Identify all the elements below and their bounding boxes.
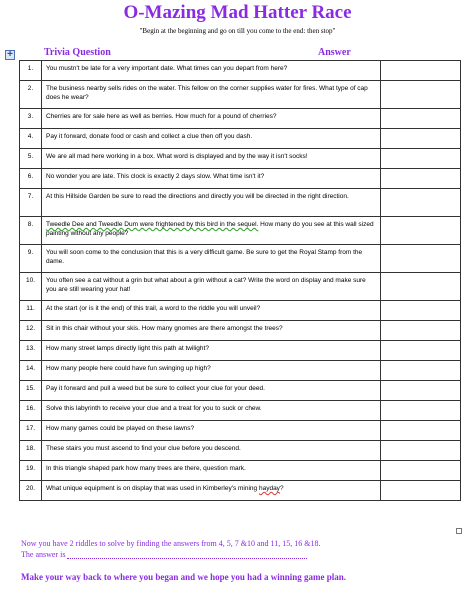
riddle-answer-blank[interactable] — [67, 550, 307, 559]
question-text-part: What unique equipment is on display that was used in Kimberley's mining — [46, 485, 259, 492]
question-text: The business nearby sells rides on the water. This fellow on the corner supplies water for fires. What type of cap does he wear? — [42, 81, 381, 109]
answer-cell[interactable] — [381, 81, 461, 109]
question-number: 7. — [20, 189, 42, 217]
table-row — [20, 301, 461, 321]
question-text-part: hayday — [258, 485, 280, 492]
question-text-part: ? — [279, 485, 284, 492]
answer-cell[interactable] — [381, 461, 461, 481]
question-text-part: Tweedle Dee and Tweedle Dum were frightened by this bird in the sequel. — [46, 221, 259, 228]
table-row — [20, 149, 461, 169]
table-row — [20, 361, 461, 381]
question-number: 2. — [20, 81, 42, 109]
question-text: These stairs you must ascend to find your clue before you descend. — [42, 441, 381, 461]
table-row — [20, 341, 461, 361]
riddle-answer-line — [21, 550, 307, 559]
question-number: 20. — [20, 481, 42, 501]
question-number: 18. — [20, 441, 42, 461]
question-text: You will soon come to the conclusion that this is a very difficult game. Be sure to get the Royal Stamp from the dame. — [42, 245, 381, 273]
question-text: No wonder you are late. This clock is exactly 2 days slow. What time isn't it? — [42, 169, 381, 189]
question-number: 14. — [20, 361, 42, 381]
answer-cell[interactable] — [381, 273, 461, 301]
question-number: 1. — [20, 61, 42, 81]
page-title: O-Mazing Mad Hatter Race — [123, 2, 352, 23]
question-number: 4. — [20, 129, 42, 149]
riddle-answer-label: The answer is — [21, 550, 66, 559]
question-number: 19. — [20, 461, 42, 481]
answer-cell[interactable] — [381, 301, 461, 321]
question-text: Pay it forward and pull a weed but be sure to collect your clue for your deed. — [42, 381, 381, 401]
question-text: How many people here could have fun swinging up high? — [42, 361, 381, 381]
question-number: 5. — [20, 149, 42, 169]
table-row — [20, 273, 461, 301]
table-row — [20, 321, 461, 341]
answer-cell[interactable] — [381, 481, 461, 501]
answer-cell[interactable] — [381, 129, 461, 149]
question-text: At the start (or is it the end) of this trail, a word to the riddle you will unveil? — [42, 301, 381, 321]
question-text: At this Hillside Garden be sure to read the directions and directly you will be directed in the right direction. — [42, 189, 381, 217]
question-text — [42, 217, 381, 245]
question-number: 17. — [20, 421, 42, 441]
table-row — [20, 169, 461, 189]
table-row — [20, 217, 461, 245]
table-move-handle-icon[interactable]: + — [5, 50, 15, 60]
table-row — [20, 381, 461, 401]
question-number: 8. — [20, 217, 42, 245]
table-row — [20, 421, 461, 441]
table-row — [20, 481, 461, 501]
question-number: 10. — [20, 273, 42, 301]
table-row — [20, 61, 461, 81]
table-resize-handle[interactable] — [456, 528, 462, 534]
closing-message: Make your way back to where you began and we hope you had a winning game plan. — [21, 572, 346, 582]
table-row — [20, 129, 461, 149]
table-row — [20, 441, 461, 461]
trivia-table — [19, 60, 461, 501]
answer-cell[interactable] — [381, 61, 461, 81]
table-row — [20, 189, 461, 217]
question-text: Sit in this chair without your skis. How many gnomes are there amongst the trees? — [42, 321, 381, 341]
answer-cell[interactable] — [381, 149, 461, 169]
table-row — [20, 245, 461, 273]
question-text: How many street lamps directly light this path at twilight? — [42, 341, 381, 361]
question-number: 9. — [20, 245, 42, 273]
answer-cell[interactable] — [381, 441, 461, 461]
answer-cell[interactable] — [381, 361, 461, 381]
table-row — [20, 401, 461, 421]
question-text: You mustn't be late for a very important date. What times can you depart from here? — [42, 61, 381, 81]
question-text: Solve this labyrinth to receive your clue and a treat for you to suck or chew. — [42, 401, 381, 421]
answer-cell[interactable] — [381, 217, 461, 245]
question-text — [42, 481, 381, 501]
question-text: We are all mad here working in a box. What word is displayed and by the way it isn't socks! — [42, 149, 381, 169]
question-number: 16. — [20, 401, 42, 421]
riddle-instructions: Now you have 2 riddles to solve by finding the answers from 4, 5, 7 &10 and 11, 15, 16 &18. — [21, 539, 321, 548]
answer-cell[interactable] — [381, 245, 461, 273]
question-text: Cherries are for sale here as well as berries. How much for a pound of cherries? — [42, 109, 381, 129]
question-number: 3. — [20, 109, 42, 129]
answer-cell[interactable] — [381, 189, 461, 217]
question-number: 11. — [20, 301, 42, 321]
column-header-question: Trivia Question — [44, 47, 111, 58]
question-number: 6. — [20, 169, 42, 189]
table-row — [20, 461, 461, 481]
table-row — [20, 109, 461, 129]
question-number: 13. — [20, 341, 42, 361]
table-row — [20, 81, 461, 109]
question-number: 15. — [20, 381, 42, 401]
answer-cell[interactable] — [381, 421, 461, 441]
answer-cell[interactable] — [381, 169, 461, 189]
answer-cell[interactable] — [381, 109, 461, 129]
question-text: You often see a cat without a grin but what about a grin without a cat? Write the word on display and make sure you are still wearing your hat! — [42, 273, 381, 301]
column-header-answer: Answer — [318, 47, 351, 58]
question-number: 12. — [20, 321, 42, 341]
question-text-part: How many do you see at this wall sized painting without any people? — [46, 221, 374, 237]
answer-cell[interactable] — [381, 401, 461, 421]
question-text: How many games could be played on these lawns? — [42, 421, 381, 441]
answer-cell[interactable] — [381, 341, 461, 361]
answer-cell[interactable] — [381, 381, 461, 401]
answer-cell[interactable] — [381, 321, 461, 341]
question-text: Pay it forward, donate food or cash and collect a clue then off you dash. — [42, 129, 381, 149]
question-text: In this triangle shaped park how many trees are there, question mark. — [42, 461, 381, 481]
page-subtitle: "Begin at the beginning and go on till you come to the end: then stop" — [139, 27, 336, 35]
